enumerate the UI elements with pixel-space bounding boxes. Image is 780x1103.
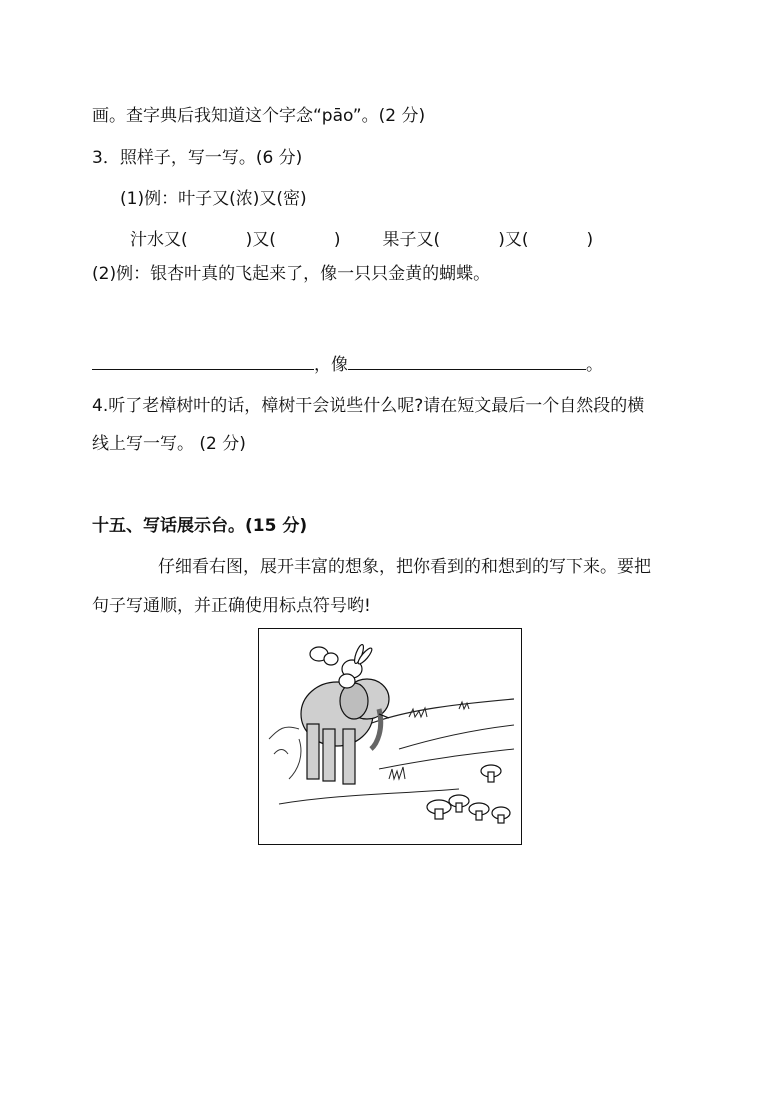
section-15-instruction-2: 句子写通顺，并正确使用标点符号哟! — [92, 596, 371, 616]
q3-answer-line — [92, 351, 603, 377]
q2-tail-line: 画。查字典后我知道这个字念“pāo”。(2 分) — [92, 106, 426, 126]
fill-fruit-mid: )又( — [498, 230, 529, 250]
q3-title: 3．照样子，写一写。(6 分) — [92, 148, 303, 168]
elephant-rabbit-illustration — [258, 628, 522, 845]
q3-fill-line — [130, 228, 593, 252]
fill-juice-start: 汁水又( — [130, 230, 188, 250]
elephant-figure — [301, 679, 389, 784]
q3-example-2: (2)例：银杏叶真的飞起来了，像一只只金黄的蝴蝶。 — [92, 264, 491, 284]
fill-fruit-end: ) — [586, 230, 594, 250]
q4-line-1: 4.听了老樟树叶的话，樟树干会说些什么呢?请在短文最后一个自然段的横 — [92, 396, 645, 416]
illustration-drawing — [259, 629, 521, 844]
answer-connector: ，像 — [314, 355, 348, 375]
q4-line-2: 线上写一写。 (2 分) — [92, 434, 246, 454]
section-15-instruction-1: 仔细看右图，展开丰富的想象，把你看到的和想到的写下来。要把 — [158, 557, 651, 577]
q3-example-1: (1)例：叶子又(浓)又(密) — [120, 189, 307, 209]
answer-blank-1[interactable] — [92, 351, 314, 370]
mushroom-cluster — [427, 765, 510, 823]
answer-blank-2[interactable] — [348, 351, 586, 370]
fill-juice-mid: )又( — [245, 230, 276, 250]
section-15-heading: 十五、写话展示台。(15 分) — [92, 516, 308, 536]
fill-fruit-start: 果子又( — [382, 230, 441, 250]
answer-period: 。 — [586, 355, 603, 375]
fill-juice-end: ) — [333, 230, 341, 250]
